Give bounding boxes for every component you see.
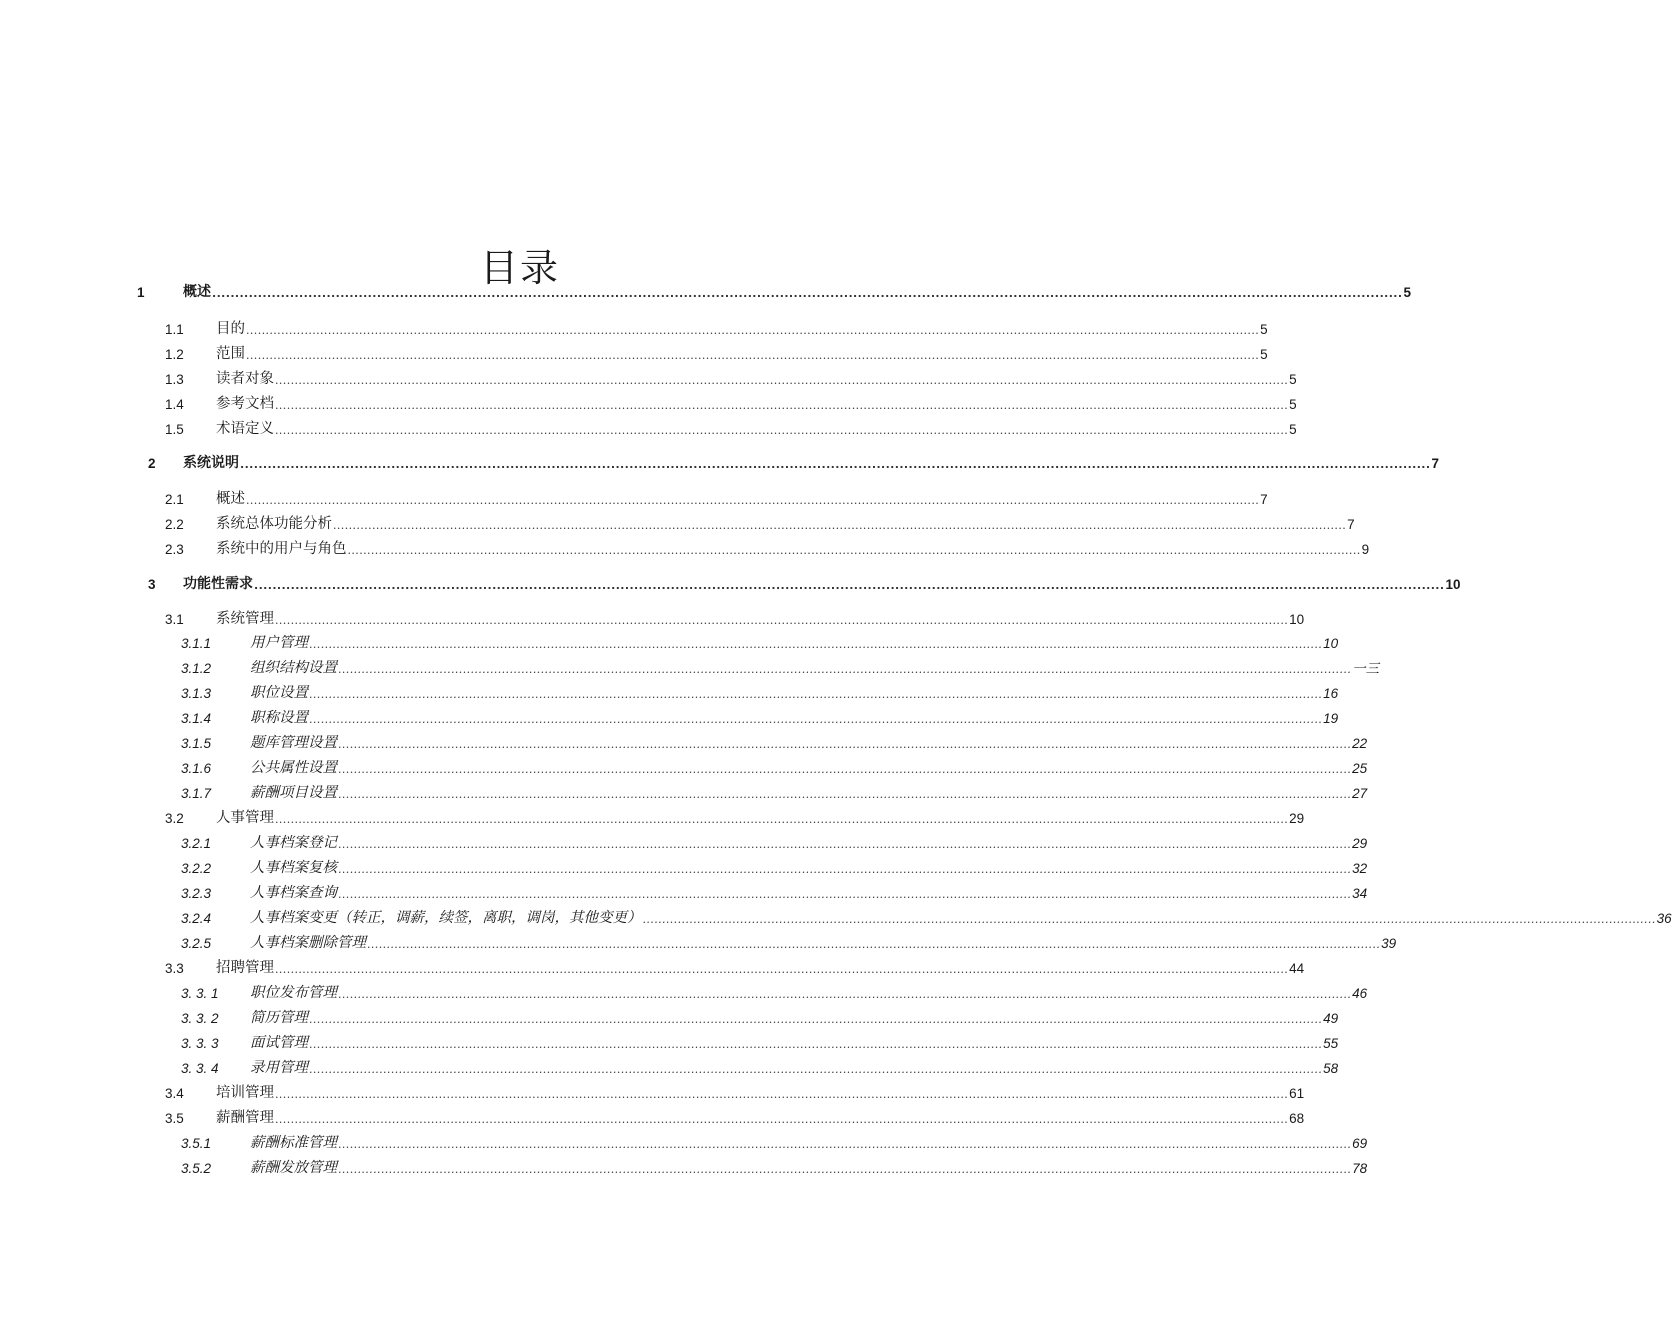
toc-entry-page: 78 xyxy=(1352,1161,1368,1176)
toc-entry-page: 5 xyxy=(1403,285,1411,300)
toc-entry-link[interactable] xyxy=(250,1156,1368,1181)
toc-entry-label: 概述 xyxy=(183,284,211,300)
toc-entry-link[interactable] xyxy=(216,1081,1305,1106)
dot-leader: .................................................................................................................................................................................................................................................................... xyxy=(338,863,1352,876)
toc-entry-number: 3.1 xyxy=(165,612,184,627)
toc-entry[interactable] xyxy=(0,681,1339,706)
toc-entry[interactable] xyxy=(0,831,1368,856)
dot-leader: .................................................................................................................................................................................................................................................................... xyxy=(367,938,1381,951)
toc-entry-label: 用户管理 xyxy=(250,635,308,651)
toc-entry-label: 录用管理 xyxy=(250,1060,308,1076)
toc-entry-link[interactable] xyxy=(250,756,1368,781)
toc-entry-number: 3.1.1 xyxy=(181,636,212,651)
toc-entry-link[interactable] xyxy=(216,367,1297,392)
toc-entry-link[interactable] xyxy=(183,572,1461,597)
toc-entry-label: 组织结构设置 xyxy=(250,660,337,676)
toc-entry-number: 2 xyxy=(148,456,156,471)
toc-entry-page: 7 xyxy=(1347,517,1355,532)
toc-entry-number: 1.4 xyxy=(165,397,184,412)
toc-entry-link[interactable] xyxy=(250,856,1368,881)
dot-leader: .................................................................................................................................................................................................................................................................... xyxy=(275,374,1289,387)
toc-entry-number: 3.5.1 xyxy=(181,1136,212,1151)
toc-entry-label: 职称设置 xyxy=(250,710,308,726)
toc-entry-number: 3.2.5 xyxy=(181,936,212,951)
toc-entry-number: 3.2.2 xyxy=(181,861,212,876)
toc-entry[interactable] xyxy=(0,1156,1368,1181)
toc-entry-number: 3. 3. 1 xyxy=(181,986,219,1001)
toc-entry-link[interactable] xyxy=(216,607,1305,632)
toc-entry-label: 简历管理 xyxy=(250,1010,308,1026)
toc-entry-number: 3.2.4 xyxy=(181,911,212,926)
toc-entry-page: 16 xyxy=(1323,686,1339,701)
toc-entry-link[interactable] xyxy=(216,537,1370,562)
toc-entry-label: 人事档案登记 xyxy=(250,835,337,851)
toc-entry-label: 人事档案变更（转正，调薪，续签，离职，调岗，其他变更） xyxy=(250,910,642,926)
toc-entry-page: 7 xyxy=(1431,456,1439,471)
toc-entry-number: 3.1.6 xyxy=(181,761,212,776)
toc-entry[interactable] xyxy=(0,451,1439,476)
toc-entry-number: 1.5 xyxy=(165,422,184,437)
toc-entry-number: 3.1.3 xyxy=(181,686,212,701)
dot-leader: .................................................................................................................................................................................................................................................................... xyxy=(338,838,1352,851)
toc-entry-page: 36 xyxy=(1656,911,1672,926)
toc-entry[interactable] xyxy=(0,1056,1339,1081)
toc-entry-page: 5 xyxy=(1289,397,1297,412)
toc-entry-link[interactable] xyxy=(250,931,1397,956)
toc-entry-label: 面试管理 xyxy=(250,1035,308,1051)
toc-entry-number: 2.1 xyxy=(165,492,184,507)
toc-entry[interactable] xyxy=(0,392,1297,417)
toc-entry-page: 10 xyxy=(1323,636,1339,651)
toc-entry-label: 培训管理 xyxy=(216,1085,274,1101)
toc-entry-page: 32 xyxy=(1352,861,1368,876)
toc-entry-number: 3 xyxy=(148,577,156,592)
toc-entry-link[interactable] xyxy=(250,731,1368,756)
toc-entry-page: 10 xyxy=(1289,612,1305,627)
dot-leader: .................................................................................................................................................................................................................................................................... xyxy=(338,1163,1352,1176)
toc-entry-page: 55 xyxy=(1323,1036,1339,1051)
dot-leader: .................................................................................................................................................................................................................................................................... xyxy=(309,713,1323,726)
toc-entry[interactable] xyxy=(0,906,1672,931)
toc-entry-page: 69 xyxy=(1352,1136,1368,1151)
toc-entry-label: 职位发布管理 xyxy=(250,985,337,1001)
toc-entry-label: 功能性需求 xyxy=(183,576,253,592)
toc-entry-link[interactable] xyxy=(250,781,1368,806)
toc-entry-number: 3.1.2 xyxy=(181,661,212,676)
toc-entry[interactable] xyxy=(0,607,1305,632)
toc-entry-link[interactable] xyxy=(250,831,1368,856)
toc-entry-link[interactable] xyxy=(250,881,1368,906)
dot-leader: .................................................................................................................................................................................................................................................................... xyxy=(212,287,1403,300)
toc-title: 目录 xyxy=(479,246,560,291)
toc-entry[interactable] xyxy=(0,1106,1305,1131)
toc-entry-number: 3.1.5 xyxy=(181,736,212,751)
dot-leader: .................................................................................................................................................................................................................................................................... xyxy=(275,813,1289,826)
toc-entry[interactable] xyxy=(0,856,1368,881)
toc-entry-link[interactable] xyxy=(216,317,1268,342)
toc-entry-label: 范围 xyxy=(216,346,245,362)
toc-entry-page: 68 xyxy=(1289,1111,1305,1126)
toc-entry-label: 薪酬管理 xyxy=(216,1110,274,1126)
toc-entry-label: 术语定义 xyxy=(216,421,274,437)
toc-entry-label: 职位设置 xyxy=(250,685,308,701)
toc-entry-number: 3.1.7 xyxy=(181,786,212,801)
toc-entry-label: 人事档案查询 xyxy=(250,885,337,901)
toc-entry-link[interactable] xyxy=(216,487,1268,512)
toc-entry-link[interactable] xyxy=(250,1131,1368,1156)
toc-entry-link[interactable] xyxy=(250,656,1380,681)
toc-entry[interactable] xyxy=(0,572,1461,597)
toc-entry-link[interactable] xyxy=(250,681,1339,706)
dot-leader: .................................................................................................................................................................................................................................................................... xyxy=(275,1088,1289,1101)
toc-entry-number: 3.2.3 xyxy=(181,886,212,901)
toc-entry-page: 39 xyxy=(1381,936,1397,951)
toc-entry-link[interactable] xyxy=(250,706,1339,731)
toc-entry-page: 5 xyxy=(1289,372,1297,387)
toc-entry-label: 系统管理 xyxy=(216,611,274,627)
toc-entry[interactable] xyxy=(0,931,1397,956)
toc-entry-page: 29 xyxy=(1289,811,1305,826)
toc-entry-number: 2.2 xyxy=(165,517,184,532)
toc-entry[interactable] xyxy=(0,367,1297,392)
toc-entry-page: 25 xyxy=(1352,761,1368,776)
toc-entry-number: 3.5.2 xyxy=(181,1161,212,1176)
dot-leader: .................................................................................................................................................................................................................................................................... xyxy=(275,963,1289,976)
toc-entry-number: 3.4 xyxy=(165,1086,184,1101)
toc-entry[interactable] xyxy=(0,756,1368,781)
dot-leader: .................................................................................................................................................................................................................................................................... xyxy=(246,349,1260,362)
toc-entry[interactable] xyxy=(0,537,1370,562)
toc-entry-number: 3. 3. 3 xyxy=(181,1036,219,1051)
dot-leader: .................................................................................................................................................................................................................................................................... xyxy=(275,424,1289,437)
toc-entry-label: 系统说明 xyxy=(183,455,239,471)
toc-entry-label: 薪酬项目设置 xyxy=(250,785,337,801)
toc-entry[interactable] xyxy=(0,1081,1305,1106)
toc-entry-number: 3.2 xyxy=(165,811,184,826)
toc-entry-label: 目的 xyxy=(216,321,245,337)
dot-leader: .................................................................................................................................................................................................................................................................... xyxy=(275,614,1289,627)
toc-entry-link[interactable] xyxy=(250,1056,1339,1081)
toc-entry-page: 58 xyxy=(1323,1061,1339,1076)
toc-entry-page: 61 xyxy=(1289,1086,1305,1101)
toc-entry-label: 参考文档 xyxy=(216,396,274,412)
toc-entry-page: 一三 xyxy=(1352,661,1380,676)
toc-entry[interactable] xyxy=(0,1131,1368,1156)
toc-entry[interactable] xyxy=(0,1006,1339,1031)
toc-entry-label: 系统中的用户与角色 xyxy=(216,541,347,557)
toc-entry[interactable] xyxy=(0,706,1339,731)
toc-entry-link[interactable] xyxy=(250,1006,1339,1031)
toc-entry-page: 22 xyxy=(1352,736,1368,751)
dot-leader: .................................................................................................................................................................................................................................................................... xyxy=(309,1063,1323,1076)
dot-leader: .................................................................................................................................................................................................................................................................... xyxy=(642,913,1656,926)
toc-entry-page: 27 xyxy=(1352,786,1368,801)
toc-entry[interactable] xyxy=(0,881,1368,906)
toc-entry-link[interactable] xyxy=(216,342,1268,367)
toc-entry-number: 3.3 xyxy=(165,961,184,976)
toc-entry-link[interactable] xyxy=(216,512,1355,537)
toc-entry-number: 3.5 xyxy=(165,1111,184,1126)
toc-entry-page: 5 xyxy=(1289,422,1297,437)
toc-entry[interactable] xyxy=(0,956,1305,981)
toc-entry-link[interactable] xyxy=(216,1106,1305,1131)
dot-leader: .................................................................................................................................................................................................................................................................... xyxy=(275,399,1289,412)
toc-entry-label: 招聘管理 xyxy=(216,960,274,976)
toc-entry-link[interactable] xyxy=(183,280,1411,305)
dot-leader: .................................................................................................................................................................................................................................................................... xyxy=(338,738,1352,751)
toc-entry-page: 49 xyxy=(1323,1011,1339,1026)
toc-entry-link[interactable] xyxy=(216,417,1297,442)
toc-entry-page: 19 xyxy=(1323,711,1339,726)
toc-entry-page: 5 xyxy=(1260,322,1268,337)
toc-entry-page: 44 xyxy=(1289,961,1305,976)
dot-leader: .................................................................................................................................................................................................................................................................... xyxy=(347,544,1361,557)
dot-leader: .................................................................................................................................................................................................................................................................... xyxy=(246,324,1260,337)
dot-leader: .................................................................................................................................................................................................................................................................... xyxy=(240,458,1431,471)
toc-entry-label: 题库管理设置 xyxy=(250,735,337,751)
toc-entry-link[interactable] xyxy=(250,631,1339,656)
toc-entry-number: 1 xyxy=(137,285,145,300)
toc-entry-label: 薪酬发放管理 xyxy=(250,1160,337,1176)
dot-leader: .................................................................................................................................................................................................................................................................... xyxy=(275,1113,1289,1126)
toc-entry-page: 7 xyxy=(1260,492,1268,507)
toc-entry-label: 概述 xyxy=(216,491,245,507)
toc-entry[interactable] xyxy=(0,781,1368,806)
dot-leader: .................................................................................................................................................................................................................................................................... xyxy=(338,1138,1352,1151)
toc-entry-link[interactable] xyxy=(250,906,1672,931)
toc-entry-label: 系统总体功能分析 xyxy=(216,516,332,532)
toc-entry-number: 3.1.4 xyxy=(181,711,212,726)
dot-leader: .................................................................................................................................................................................................................................................................... xyxy=(338,888,1352,901)
toc-entry-page: 34 xyxy=(1352,886,1368,901)
toc-entry-label: 人事档案删除管理 xyxy=(250,935,366,951)
toc-entry-link[interactable] xyxy=(216,806,1305,831)
toc-entry-page: 9 xyxy=(1361,542,1370,557)
dot-leader: .................................................................................................................................................................................................................................................................... xyxy=(254,579,1445,592)
toc-entry[interactable] xyxy=(0,806,1305,831)
toc-entry-label: 人事档案复核 xyxy=(250,860,337,876)
toc-entry-number: 2.3 xyxy=(165,542,184,557)
toc-entry-link[interactable] xyxy=(216,956,1305,981)
toc-entry-label: 读者对象 xyxy=(216,371,274,387)
toc-entry-page: 5 xyxy=(1260,347,1268,362)
dot-leader: .................................................................................................................................................................................................................................................................... xyxy=(338,788,1352,801)
toc-entry[interactable] xyxy=(0,317,1268,342)
toc-entry[interactable] xyxy=(0,280,1411,305)
toc-entry-number: 1.2 xyxy=(165,347,184,362)
toc-entry[interactable] xyxy=(0,487,1268,512)
toc-entry-number: 3.2.1 xyxy=(181,836,212,851)
toc-entry[interactable] xyxy=(0,342,1268,367)
toc-entry[interactable] xyxy=(0,731,1368,756)
toc-entry-page: 29 xyxy=(1352,836,1368,851)
toc-entry[interactable] xyxy=(0,417,1297,442)
dot-leader: .................................................................................................................................................................................................................................................................... xyxy=(309,638,1323,651)
toc-entry-label: 人事管理 xyxy=(216,810,274,826)
dot-leader: .................................................................................................................................................................................................................................................................... xyxy=(309,1013,1323,1026)
toc-entry-label: 薪酬标准管理 xyxy=(250,1135,337,1151)
toc-entry-page: 10 xyxy=(1445,577,1461,592)
toc-entry-link[interactable] xyxy=(183,451,1439,476)
toc-entry-number: 3. 3. 4 xyxy=(181,1061,219,1076)
dot-leader: .................................................................................................................................................................................................................................................................... xyxy=(309,1038,1323,1051)
toc-entry-link[interactable] xyxy=(250,981,1368,1006)
dot-leader: .................................................................................................................................................................................................................................................................... xyxy=(338,663,1352,676)
dot-leader: .................................................................................................................................................................................................................................................................... xyxy=(309,688,1323,701)
toc-entry-number: 3. 3. 2 xyxy=(181,1011,219,1026)
dot-leader: .................................................................................................................................................................................................................................................................... xyxy=(338,988,1352,1001)
toc-entry-number: 1.3 xyxy=(165,372,184,387)
toc-entry[interactable] xyxy=(0,631,1339,656)
dot-leader: .................................................................................................................................................................................................................................................................... xyxy=(246,494,1260,507)
toc-entry-link[interactable] xyxy=(216,392,1297,417)
toc-entry[interactable] xyxy=(0,512,1355,537)
toc-entry-number: 1.1 xyxy=(165,322,184,337)
toc-entry[interactable] xyxy=(0,656,1380,681)
toc-entry[interactable] xyxy=(0,1031,1339,1056)
dot-leader: .................................................................................................................................................................................................................................................................... xyxy=(338,763,1352,776)
toc-entry-link[interactable] xyxy=(250,1031,1339,1056)
dot-leader: .................................................................................................................................................................................................................................................................... xyxy=(333,519,1347,532)
toc-entry[interactable] xyxy=(0,981,1368,1006)
toc-entry-page: 46 xyxy=(1352,986,1368,1001)
toc-entry-label: 公共属性设置 xyxy=(250,760,337,776)
